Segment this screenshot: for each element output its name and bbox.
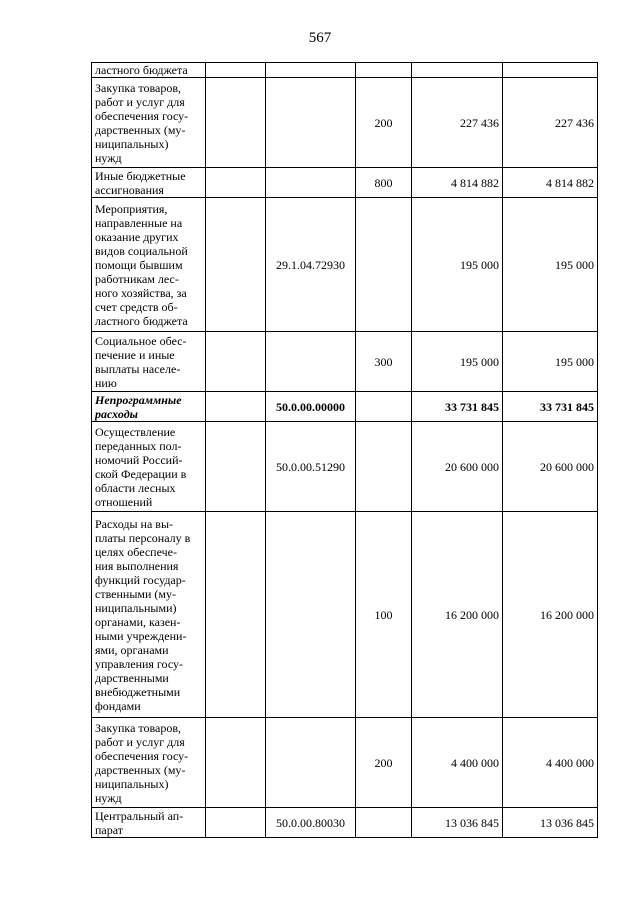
- row-amount-2: 195 000: [503, 332, 598, 392]
- row-amount-2: 20 600 000: [503, 422, 598, 512]
- row-amount-2: 4 814 882: [503, 168, 598, 198]
- table-row: [92, 63, 598, 78]
- row-empty-col: [206, 808, 266, 838]
- table-row: [92, 78, 598, 168]
- row-name: ластного бюджета: [92, 63, 206, 78]
- row-name: Расходы на вы- платы персоналу в целях обеспече- ния выполнения функций государ- ственными (му- ниципальными) органами, казен- ными учреждени- ями, органами управления госу- дарственными внебюджетными фондами: [92, 512, 206, 718]
- row-name: Мероприятия, направленные на оказание других видов социальной помощи бывшим работникам лес- ного хозяйства, за счет средств об- ластного бюджета: [92, 198, 206, 332]
- row-amount-2: [503, 63, 598, 78]
- row-amount-1: 4 400 000: [412, 718, 503, 808]
- row-amount-1: 4 814 882: [412, 168, 503, 198]
- row-empty-col: [206, 198, 266, 332]
- table-row: [92, 422, 598, 512]
- row-amount-1: 227 436: [412, 78, 503, 168]
- row-empty-col: [206, 168, 266, 198]
- table-row: [92, 512, 598, 718]
- table-row: [92, 332, 598, 392]
- row-empty-col: [206, 78, 266, 168]
- row-name: Закупка товаров, работ и услуг для обеспечения госу- дарственных (му- ниципальных) нужд: [92, 78, 206, 168]
- row-amount-1: 195 000: [412, 332, 503, 392]
- row-expense-type: [356, 198, 412, 332]
- table-row: [92, 718, 598, 808]
- row-amount-1: 195 000: [412, 198, 503, 332]
- row-code: [266, 512, 356, 718]
- row-expense-type: [356, 808, 412, 838]
- row-code: [266, 78, 356, 168]
- row-expense-type: [356, 392, 412, 422]
- row-code: [266, 718, 356, 808]
- row-code: 50.0.00.00000: [266, 392, 356, 422]
- row-amount-1: 16 200 000: [412, 512, 503, 718]
- row-name: Иные бюджетные ассигнования: [92, 168, 206, 198]
- row-code: [266, 63, 356, 78]
- row-amount-1: [412, 63, 503, 78]
- row-name: Социальное обес- печение и иные выплаты населе- нию: [92, 332, 206, 392]
- row-expense-type: [356, 63, 412, 78]
- row-code: 50.0.00.51290: [266, 422, 356, 512]
- row-code: [266, 168, 356, 198]
- row-amount-2: 4 400 000: [503, 718, 598, 808]
- row-code: 50.0.00.80030: [266, 808, 356, 838]
- budget-table: [91, 62, 598, 838]
- row-empty-col: [206, 392, 266, 422]
- row-expense-type: 800: [356, 168, 412, 198]
- row-amount-2: 16 200 000: [503, 512, 598, 718]
- row-expense-type: [356, 422, 412, 512]
- row-name: Центральный ап- парат: [92, 808, 206, 838]
- page-number: 567: [308, 30, 332, 46]
- table-row: [92, 808, 598, 838]
- row-code: [266, 332, 356, 392]
- row-name: Закупка товаров, работ и услуг для обеспечения госу- дарственных (му- ниципальных) нужд: [92, 718, 206, 808]
- row-name: Осуществление переданных пол- номочий Россий- ской Федерации в области лесных отношений: [92, 422, 206, 512]
- row-amount-1: 33 731 845: [412, 392, 503, 422]
- row-amount-2: 13 036 845: [503, 808, 598, 838]
- row-empty-col: [206, 63, 266, 78]
- row-expense-type: 200: [356, 718, 412, 808]
- row-empty-col: [206, 718, 266, 808]
- row-code: 29.1.04.72930: [266, 198, 356, 332]
- row-amount-1: 20 600 000: [412, 422, 503, 512]
- row-amount-1: 13 036 845: [412, 808, 503, 838]
- row-empty-col: [206, 422, 266, 512]
- row-expense-type: 300: [356, 332, 412, 392]
- row-empty-col: [206, 332, 266, 392]
- row-amount-2: 227 436: [503, 78, 598, 168]
- row-empty-col: [206, 512, 266, 718]
- row-amount-2: 195 000: [503, 198, 598, 332]
- table-row: [92, 198, 598, 332]
- table-row: [92, 392, 598, 422]
- table-row: [92, 168, 598, 198]
- row-amount-2: 33 731 845: [503, 392, 598, 422]
- row-expense-type: 200: [356, 78, 412, 168]
- row-name: Непрограммные расходы: [92, 392, 206, 422]
- row-expense-type: 100: [356, 512, 412, 718]
